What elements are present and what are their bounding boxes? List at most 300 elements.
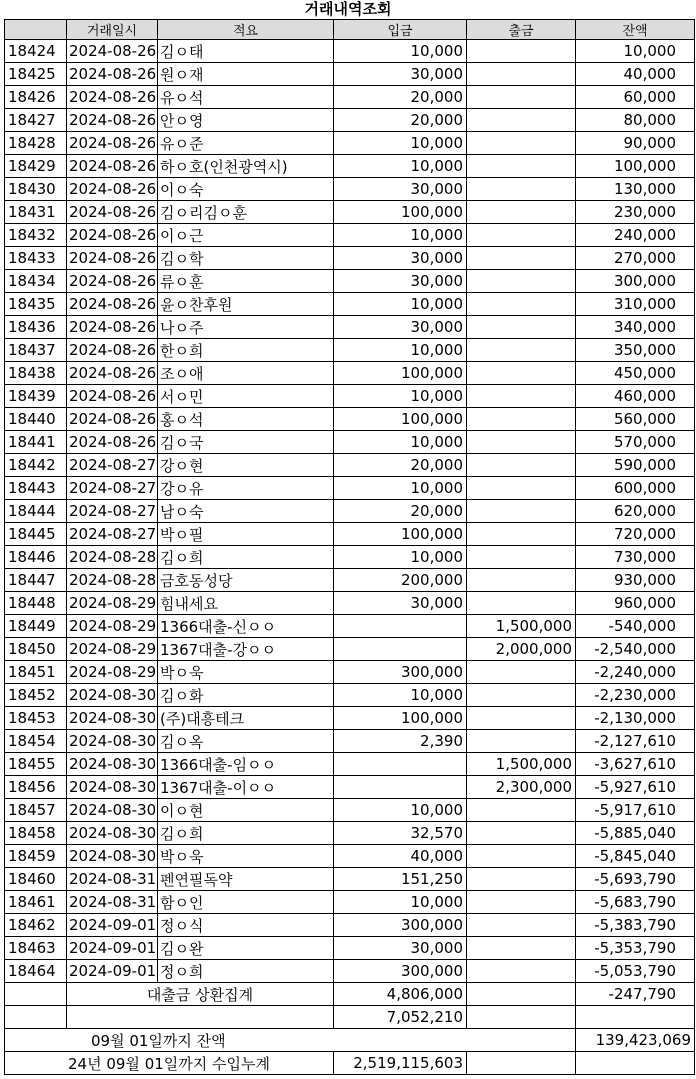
row-balance: -540,000 [576, 615, 695, 638]
table-row [5, 316, 695, 339]
row-deposit: 2,390 [334, 730, 467, 753]
row-withdraw [467, 178, 576, 201]
row-balance: 310,000 [576, 293, 695, 316]
table-row [5, 661, 695, 684]
row-description: 1367대출-강ㅇㅇ [158, 638, 334, 661]
row-description: 김ㅇ리김ㅇ훈 [158, 201, 334, 224]
row-balance: -3,627,610 [576, 753, 695, 776]
row-withdraw [467, 132, 576, 155]
table-row [5, 937, 695, 960]
row-date: 2024-08-26 [67, 155, 158, 178]
table-row [5, 247, 695, 270]
row-date: 2024-08-26 [67, 431, 158, 454]
table-row [5, 63, 695, 86]
row-deposit: 10,000 [334, 891, 467, 914]
row-description: 조ㅇ애 [158, 362, 334, 385]
row-balance: 10,000 [576, 40, 695, 63]
row-date: 2024-08-26 [67, 86, 158, 109]
row-deposit: 10,000 [334, 684, 467, 707]
row-number: 18441 [5, 431, 67, 454]
table-row [5, 868, 695, 891]
row-description: 펜연필독약 [158, 868, 334, 891]
row-balance: 450,000 [576, 362, 695, 385]
row-withdraw [467, 109, 576, 132]
row-number: 18462 [5, 914, 67, 937]
row-deposit: 10,000 [334, 799, 467, 822]
balance-value: 139,423,069 [576, 1029, 695, 1052]
row-date: 2024-08-31 [67, 891, 158, 914]
row-description: 김ㅇ태 [158, 40, 334, 63]
row-date: 2024-08-26 [67, 362, 158, 385]
row-description: 이ㅇ근 [158, 224, 334, 247]
row-balance: -5,683,790 [576, 891, 695, 914]
row-date: 2024-08-27 [67, 500, 158, 523]
row-deposit: 30,000 [334, 592, 467, 615]
row-date: 2024-08-30 [67, 799, 158, 822]
table-row [5, 891, 695, 914]
row-withdraw [467, 385, 576, 408]
row-date: 2024-08-26 [67, 247, 158, 270]
row-balance: 730,000 [576, 546, 695, 569]
subtotal-value: 7,052,210 [334, 1006, 467, 1029]
row-deposit: 100,000 [334, 362, 467, 385]
row-date: 2024-08-30 [67, 776, 158, 799]
row-description: 김ㅇ옥 [158, 730, 334, 753]
row-withdraw [467, 339, 576, 362]
row-description: 1366대출-신ㅇㅇ [158, 615, 334, 638]
row-date: 2024-08-26 [67, 178, 158, 201]
row-withdraw [467, 891, 576, 914]
row-date: 2024-08-26 [67, 63, 158, 86]
row-date: 2024-08-28 [67, 546, 158, 569]
header-deposit: 입금 [334, 20, 467, 40]
row-date: 2024-08-28 [67, 569, 158, 592]
table-row [5, 845, 695, 868]
row-balance: 930,000 [576, 569, 695, 592]
row-withdraw [467, 799, 576, 822]
row-number: 18455 [5, 753, 67, 776]
row-withdraw [467, 523, 576, 546]
row-number: 18444 [5, 500, 67, 523]
row-withdraw [467, 569, 576, 592]
row-number: 18430 [5, 178, 67, 201]
table-row [5, 753, 695, 776]
row-balance: 270,000 [576, 247, 695, 270]
row-deposit: 300,000 [334, 914, 467, 937]
row-withdraw [467, 408, 576, 431]
row-deposit: 20,000 [334, 109, 467, 132]
row-description: 김ㅇ화 [158, 684, 334, 707]
row-description: 1367대출-이ㅇㅇ [158, 776, 334, 799]
table-row [5, 615, 695, 638]
row-description: 유ㅇ준 [158, 132, 334, 155]
row-deposit: 100,000 [334, 707, 467, 730]
row-number: 18425 [5, 63, 67, 86]
row-deposit: 200,000 [334, 569, 467, 592]
row-balance: -2,130,000 [576, 707, 695, 730]
row-deposit: 30,000 [334, 63, 467, 86]
row-description: 안ㅇ영 [158, 109, 334, 132]
table-body [5, 40, 695, 983]
row-number: 18442 [5, 454, 67, 477]
row-description: 유ㅇ석 [158, 86, 334, 109]
row-number: 18461 [5, 891, 67, 914]
table-row [5, 799, 695, 822]
row-balance: 560,000 [576, 408, 695, 431]
row-date: 2024-08-26 [67, 408, 158, 431]
row-deposit: 300,000 [334, 960, 467, 983]
row-withdraw [467, 454, 576, 477]
row-date: 2024-08-31 [67, 868, 158, 891]
row-balance: -5,693,790 [576, 868, 695, 891]
row-deposit: 10,000 [334, 155, 467, 178]
row-withdraw [467, 684, 576, 707]
header-description: 적요 [158, 20, 334, 40]
row-withdraw [467, 293, 576, 316]
row-withdraw [467, 316, 576, 339]
row-description: 하ㅇ호(인천광역시) [158, 155, 334, 178]
row-deposit: 30,000 [334, 937, 467, 960]
row-deposit: 10,000 [334, 293, 467, 316]
row-withdraw [467, 546, 576, 569]
row-deposit [334, 776, 467, 799]
row-description: 강ㅇ유 [158, 477, 334, 500]
row-number: 18437 [5, 339, 67, 362]
row-withdraw: 2,300,000 [467, 776, 576, 799]
row-balance: -5,353,790 [576, 937, 695, 960]
row-balance: -2,240,000 [576, 661, 695, 684]
row-date: 2024-09-01 [67, 960, 158, 983]
row-deposit: 151,250 [334, 868, 467, 891]
table-row [5, 155, 695, 178]
row-deposit: 10,000 [334, 385, 467, 408]
row-date: 2024-08-26 [67, 339, 158, 362]
row-deposit: 20,000 [334, 454, 467, 477]
row-date: 2024-08-26 [67, 316, 158, 339]
row-date: 2024-08-27 [67, 477, 158, 500]
row-description: 김ㅇ학 [158, 247, 334, 270]
row-date: 2024-08-29 [67, 615, 158, 638]
row-deposit [334, 753, 467, 776]
row-description: 홍ㅇ석 [158, 408, 334, 431]
row-number: 18445 [5, 523, 67, 546]
row-deposit: 10,000 [334, 477, 467, 500]
row-number: 18460 [5, 868, 67, 891]
loan-summary-balance: -247,790 [576, 983, 695, 1006]
row-withdraw: 1,500,000 [467, 615, 576, 638]
row-description: 한ㅇ희 [158, 339, 334, 362]
row-date: 2024-09-01 [67, 937, 158, 960]
row-withdraw [467, 822, 576, 845]
row-balance: 130,000 [576, 178, 695, 201]
balance-row [5, 1029, 695, 1052]
table-row [5, 40, 695, 63]
table-row [5, 960, 695, 983]
table-row [5, 776, 695, 799]
row-number: 18426 [5, 86, 67, 109]
row-date: 2024-08-26 [67, 385, 158, 408]
row-number: 18446 [5, 546, 67, 569]
table-row [5, 362, 695, 385]
row-number: 18431 [5, 201, 67, 224]
row-balance: 100,000 [576, 155, 695, 178]
loan-summary-deposit: 4,806,000 [334, 983, 467, 1006]
table-row [5, 293, 695, 316]
row-number: 18448 [5, 592, 67, 615]
row-deposit: 10,000 [334, 339, 467, 362]
row-date: 2024-08-29 [67, 661, 158, 684]
table-row [5, 569, 695, 592]
table-row [5, 132, 695, 155]
row-balance: 60,000 [576, 86, 695, 109]
row-description: 김ㅇ희 [158, 822, 334, 845]
row-deposit: 10,000 [334, 224, 467, 247]
row-date: 2024-08-29 [67, 592, 158, 615]
table-row [5, 500, 695, 523]
row-number: 18464 [5, 960, 67, 983]
row-description: 서ㅇ민 [158, 385, 334, 408]
row-balance: 960,000 [576, 592, 695, 615]
table-row [5, 822, 695, 845]
row-date: 2024-08-26 [67, 109, 158, 132]
row-description: 박ㅇ욱 [158, 661, 334, 684]
row-withdraw: 2,000,000 [467, 638, 576, 661]
row-balance: -5,885,040 [576, 822, 695, 845]
row-balance: 460,000 [576, 385, 695, 408]
row-deposit: 10,000 [334, 132, 467, 155]
row-balance: 570,000 [576, 431, 695, 454]
row-date: 2024-08-26 [67, 40, 158, 63]
row-deposit [334, 615, 467, 638]
row-description: 1366대출-임ㅇㅇ [158, 753, 334, 776]
header-withdraw: 출금 [467, 20, 576, 40]
transactions-table [4, 19, 695, 1075]
header-row [5, 20, 695, 40]
row-date: 2024-08-29 [67, 638, 158, 661]
row-date: 2024-08-26 [67, 293, 158, 316]
row-withdraw [467, 914, 576, 937]
row-number: 18449 [5, 615, 67, 638]
loan-summary-label: 대출금 상환집계 [67, 983, 334, 1006]
row-withdraw: 1,500,000 [467, 753, 576, 776]
row-number: 18434 [5, 270, 67, 293]
row-number: 18428 [5, 132, 67, 155]
header-date: 거래일시 [67, 20, 158, 40]
row-withdraw [467, 201, 576, 224]
table-row [5, 638, 695, 661]
row-date: 2024-08-27 [67, 523, 158, 546]
row-balance: -5,383,790 [576, 914, 695, 937]
table-row [5, 86, 695, 109]
row-withdraw [467, 40, 576, 63]
row-description: 김ㅇ희 [158, 546, 334, 569]
row-number: 18435 [5, 293, 67, 316]
row-withdraw [467, 362, 576, 385]
row-number: 18433 [5, 247, 67, 270]
row-description: 김ㅇ국 [158, 431, 334, 454]
row-withdraw [467, 845, 576, 868]
row-number: 18454 [5, 730, 67, 753]
row-description: 박ㅇ욱 [158, 845, 334, 868]
row-number: 18453 [5, 707, 67, 730]
row-balance: 90,000 [576, 132, 695, 155]
table-row [5, 914, 695, 937]
row-number: 18463 [5, 937, 67, 960]
income-value: 2,519,115,603 [334, 1052, 467, 1075]
row-number: 18432 [5, 224, 67, 247]
row-description: 이ㅇ숙 [158, 178, 334, 201]
table-row [5, 408, 695, 431]
row-number: 18440 [5, 408, 67, 431]
table-row [5, 477, 695, 500]
row-deposit: 100,000 [334, 523, 467, 546]
row-description: 정ㅇ식 [158, 914, 334, 937]
row-description: 강ㅇ현 [158, 454, 334, 477]
row-description: 이ㅇ현 [158, 799, 334, 822]
row-deposit: 32,570 [334, 822, 467, 845]
row-balance: 80,000 [576, 109, 695, 132]
row-number: 18450 [5, 638, 67, 661]
row-number: 18427 [5, 109, 67, 132]
table-row [5, 523, 695, 546]
subtotal-row [5, 1006, 695, 1029]
row-withdraw [467, 86, 576, 109]
row-withdraw [467, 868, 576, 891]
row-number: 18451 [5, 661, 67, 684]
row-description: 힘내세요 [158, 592, 334, 615]
row-date: 2024-08-26 [67, 270, 158, 293]
row-balance: 620,000 [576, 500, 695, 523]
income-label: 24년 09월 01일까지 수입누계 [5, 1052, 334, 1075]
page-title: 거래내역조회 [304, 0, 392, 18]
row-balance: 590,000 [576, 454, 695, 477]
row-date: 2024-08-26 [67, 201, 158, 224]
row-deposit: 10,000 [334, 40, 467, 63]
balance-label: 09월 01일까지 잔액 [5, 1029, 576, 1052]
table-row [5, 730, 695, 753]
row-deposit: 40,000 [334, 845, 467, 868]
table-row [5, 201, 695, 224]
row-balance: -5,927,610 [576, 776, 695, 799]
row-number: 18456 [5, 776, 67, 799]
row-number: 18459 [5, 845, 67, 868]
table-row [5, 707, 695, 730]
row-number: 18443 [5, 477, 67, 500]
row-description: 금호동성당 [158, 569, 334, 592]
row-description: 남ㅇ숙 [158, 500, 334, 523]
row-number: 18439 [5, 385, 67, 408]
row-description: 류ㅇ훈 [158, 270, 334, 293]
row-deposit: 100,000 [334, 201, 467, 224]
table-row [5, 431, 695, 454]
row-description: 윤ㅇ찬후원 [158, 293, 334, 316]
row-number: 18452 [5, 684, 67, 707]
row-balance: -2,540,000 [576, 638, 695, 661]
row-withdraw [467, 500, 576, 523]
row-withdraw [467, 707, 576, 730]
table-row [5, 224, 695, 247]
row-number: 18447 [5, 569, 67, 592]
table-row [5, 385, 695, 408]
row-balance: 300,000 [576, 270, 695, 293]
row-deposit: 20,000 [334, 500, 467, 523]
row-balance: -5,917,610 [576, 799, 695, 822]
row-withdraw [467, 960, 576, 983]
row-deposit: 30,000 [334, 247, 467, 270]
row-description: 정ㅇ희 [158, 960, 334, 983]
row-date: 2024-08-30 [67, 845, 158, 868]
row-balance: 240,000 [576, 224, 695, 247]
row-number: 18438 [5, 362, 67, 385]
row-balance: -5,845,040 [576, 845, 695, 868]
table-row [5, 178, 695, 201]
row-deposit: 300,000 [334, 661, 467, 684]
row-balance: -2,230,000 [576, 684, 695, 707]
header-balance: 잔액 [576, 20, 695, 40]
table-row [5, 454, 695, 477]
row-withdraw [467, 477, 576, 500]
row-description: 김ㅇ완 [158, 937, 334, 960]
row-date: 2024-08-27 [67, 454, 158, 477]
row-description: (주)대흥테크 [158, 707, 334, 730]
row-balance: -2,127,610 [576, 730, 695, 753]
row-balance: 230,000 [576, 201, 695, 224]
row-withdraw [467, 730, 576, 753]
row-date: 2024-08-30 [67, 707, 158, 730]
row-deposit: 100,000 [334, 408, 467, 431]
row-description: 원ㅇ재 [158, 63, 334, 86]
row-deposit: 10,000 [334, 546, 467, 569]
row-deposit: 30,000 [334, 316, 467, 339]
table-row [5, 684, 695, 707]
header-no [5, 20, 67, 40]
row-deposit: 30,000 [334, 178, 467, 201]
row-deposit: 10,000 [334, 431, 467, 454]
row-withdraw [467, 155, 576, 178]
row-balance: 350,000 [576, 339, 695, 362]
row-balance: -5,053,790 [576, 960, 695, 983]
row-description: 나ㅇ주 [158, 316, 334, 339]
row-withdraw [467, 224, 576, 247]
row-date: 2024-08-26 [67, 132, 158, 155]
row-balance: 720,000 [576, 523, 695, 546]
row-date: 2024-08-26 [67, 224, 158, 247]
row-date: 2024-09-01 [67, 914, 158, 937]
table-row [5, 339, 695, 362]
table-row [5, 270, 695, 293]
row-number: 18424 [5, 40, 67, 63]
income-row [5, 1052, 695, 1075]
row-date: 2024-08-30 [67, 684, 158, 707]
row-withdraw [467, 592, 576, 615]
row-deposit: 20,000 [334, 86, 467, 109]
row-withdraw [467, 63, 576, 86]
row-withdraw [467, 247, 576, 270]
row-balance: 40,000 [576, 63, 695, 86]
row-description: 함ㅇ인 [158, 891, 334, 914]
row-date: 2024-08-30 [67, 822, 158, 845]
table-row [5, 546, 695, 569]
row-date: 2024-08-30 [67, 753, 158, 776]
row-withdraw [467, 270, 576, 293]
row-number: 18436 [5, 316, 67, 339]
row-date: 2024-08-30 [67, 730, 158, 753]
row-description: 박ㅇ필 [158, 523, 334, 546]
row-withdraw [467, 431, 576, 454]
loan-summary-row [5, 983, 695, 1006]
table-row [5, 109, 695, 132]
row-deposit [334, 638, 467, 661]
